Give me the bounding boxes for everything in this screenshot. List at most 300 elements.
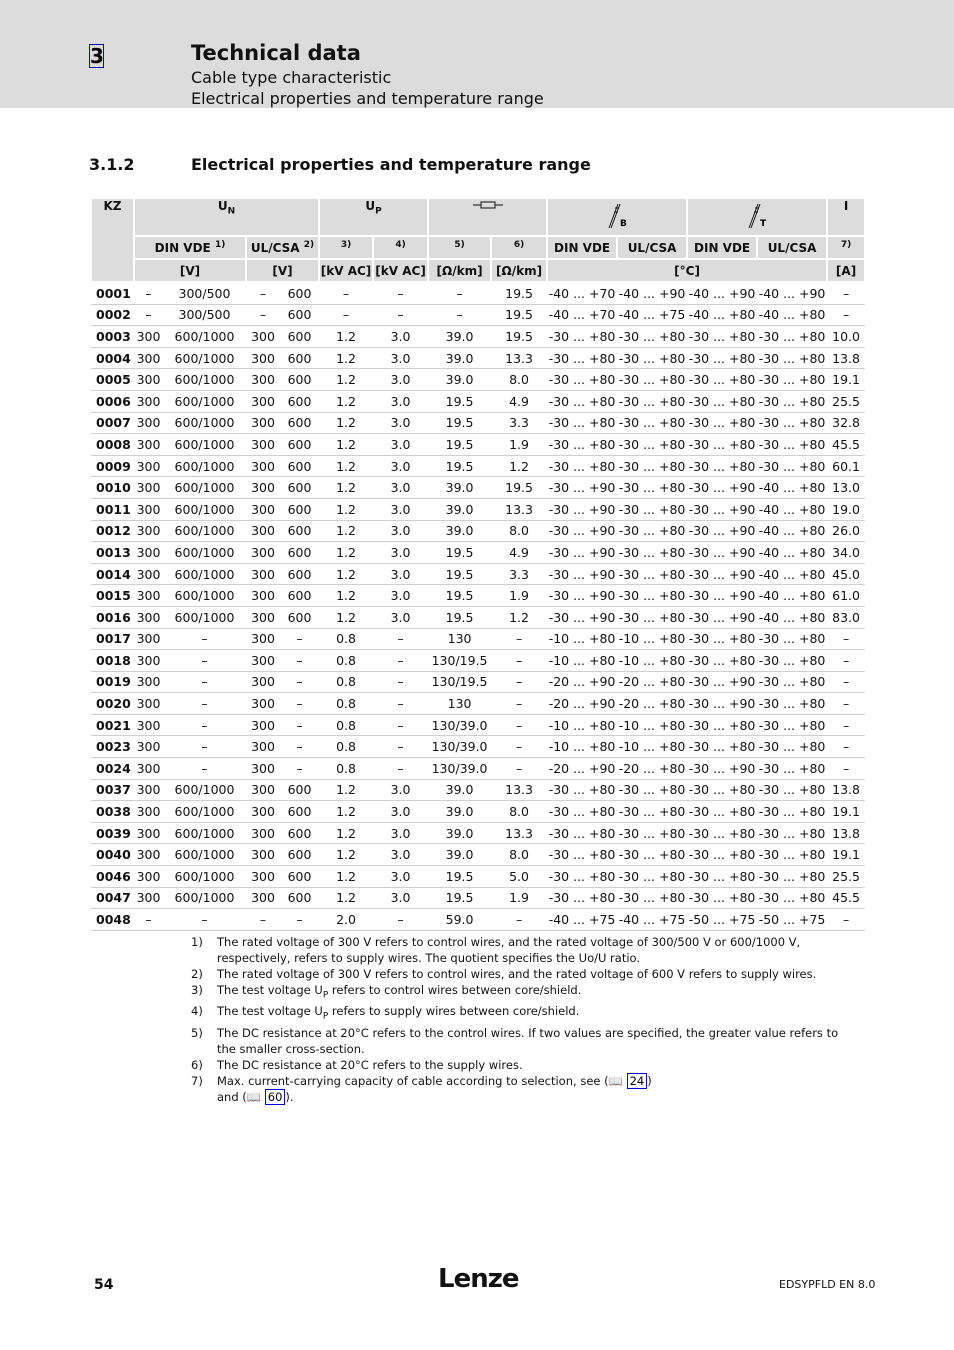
table-cell: 3.3 bbox=[491, 412, 547, 434]
table-cell: 39.0 bbox=[428, 498, 491, 520]
table-cell: -30 ... +80 bbox=[617, 412, 687, 434]
table-cell: 13.8 bbox=[827, 347, 865, 369]
table-cell: -40 ... +90 bbox=[687, 282, 757, 304]
table-cell: – bbox=[827, 628, 865, 650]
table-cell: 300 bbox=[134, 758, 163, 780]
table-cell: -30 ... +80 bbox=[687, 650, 757, 672]
table-cell: – bbox=[163, 736, 246, 758]
unit-degc: [°C] bbox=[547, 259, 827, 282]
table-cell: 300 bbox=[246, 714, 280, 736]
unit-kvac-2: [kV AC] bbox=[373, 259, 428, 282]
temperature-b-icon bbox=[547, 198, 687, 236]
table-cell: -30 ... +90 bbox=[547, 477, 617, 499]
table-cell: -10 ... +80 bbox=[617, 650, 687, 672]
table-cell: 300 bbox=[134, 455, 163, 477]
table-cell: 130/39.0 bbox=[428, 714, 491, 736]
table-cell: 300 bbox=[134, 585, 163, 607]
table-cell: 300 bbox=[134, 714, 163, 736]
table-cell: -30 ... +80 bbox=[757, 779, 827, 801]
table-cell: 300 bbox=[134, 779, 163, 801]
table-cell: -30 ... +80 bbox=[547, 866, 617, 888]
table-row bbox=[91, 801, 865, 823]
table-cell: – bbox=[491, 714, 547, 736]
table-cell: -30 ... +90 bbox=[687, 693, 757, 715]
row-kz-cell: 0006 bbox=[91, 390, 134, 412]
col-kz-header: KZ bbox=[91, 198, 134, 282]
table-row bbox=[91, 434, 865, 456]
table-cell: – bbox=[280, 909, 319, 931]
table-cell: -30 ... +80 bbox=[547, 844, 617, 866]
table-cell: 1.2 bbox=[319, 434, 373, 456]
table-cell: 300 bbox=[134, 369, 163, 391]
table-cell: 600 bbox=[280, 282, 319, 304]
table-cell: -30 ... +80 bbox=[547, 455, 617, 477]
table-cell: 3.0 bbox=[373, 477, 428, 499]
fn4-header: 4) bbox=[373, 236, 428, 259]
table-cell: 19.5 bbox=[428, 606, 491, 628]
table-cell: 600/1000 bbox=[163, 779, 246, 801]
table-cell: -30 ... +80 bbox=[617, 801, 687, 823]
table-cell: 600/1000 bbox=[163, 606, 246, 628]
table-cell: -30 ... +80 bbox=[757, 801, 827, 823]
table-cell: 600 bbox=[280, 822, 319, 844]
table-cell: 300 bbox=[246, 844, 280, 866]
table-cell: 0.8 bbox=[319, 650, 373, 672]
table-cell: 2.0 bbox=[319, 909, 373, 931]
table-cell: 300 bbox=[246, 477, 280, 499]
table-cell: 300 bbox=[246, 347, 280, 369]
table-cell: 600 bbox=[280, 304, 319, 326]
table-row bbox=[91, 606, 865, 628]
table-cell: 300 bbox=[246, 498, 280, 520]
table-cell: – bbox=[428, 304, 491, 326]
table-cell: 3.0 bbox=[373, 412, 428, 434]
fn6-header: 6) bbox=[491, 236, 547, 259]
table-cell: – bbox=[163, 671, 246, 693]
table-cell: 0.8 bbox=[319, 736, 373, 758]
table-cell: -30 ... +80 bbox=[617, 390, 687, 412]
table-cell: -30 ... +90 bbox=[547, 585, 617, 607]
table-cell: -30 ... +80 bbox=[757, 650, 827, 672]
table-cell: 600/1000 bbox=[163, 801, 246, 823]
row-kz-cell: 0012 bbox=[91, 520, 134, 542]
table-cell: 300 bbox=[246, 779, 280, 801]
table-cell: 13.3 bbox=[491, 498, 547, 520]
table-cell: -30 ... +80 bbox=[757, 628, 827, 650]
table-row bbox=[91, 671, 865, 693]
table-cell: 1.2 bbox=[491, 606, 547, 628]
table-cell: -20 ... +80 bbox=[617, 758, 687, 780]
table-cell: – bbox=[280, 671, 319, 693]
table-cell: -30 ... +80 bbox=[617, 542, 687, 564]
tt-din-vde-header: DIN VDE bbox=[687, 236, 757, 259]
table-cell: – bbox=[827, 693, 865, 715]
table-cell: 600 bbox=[280, 498, 319, 520]
table-cell: – bbox=[491, 671, 547, 693]
table-cell: – bbox=[163, 909, 246, 931]
table-cell: 600 bbox=[280, 455, 319, 477]
table-cell: – bbox=[163, 758, 246, 780]
row-kz-cell: 0010 bbox=[91, 477, 134, 499]
table-cell: -40 ... +75 bbox=[547, 909, 617, 931]
table-cell: 300 bbox=[134, 736, 163, 758]
table-cell: – bbox=[373, 758, 428, 780]
table-cell: 300 bbox=[246, 326, 280, 348]
table-cell: -30 ... +80 bbox=[757, 412, 827, 434]
table-cell: -30 ... +80 bbox=[757, 844, 827, 866]
table-cell: 1.2 bbox=[319, 542, 373, 564]
footnote-4: 4) The test voltage $U_P$ refers to supply wires between core/shield. bbox=[191, 1004, 580, 1022]
row-kz-cell: 0023 bbox=[91, 736, 134, 758]
section-number: 3.1.2 bbox=[89, 155, 135, 174]
table-cell: – bbox=[491, 650, 547, 672]
table-cell: 300 bbox=[246, 822, 280, 844]
table-cell: 3.0 bbox=[373, 822, 428, 844]
table-cell: 61.0 bbox=[827, 585, 865, 607]
table-cell: -30 ... +80 bbox=[687, 844, 757, 866]
table-cell: 600/1000 bbox=[163, 542, 246, 564]
table-cell: – bbox=[491, 736, 547, 758]
table-row bbox=[91, 693, 865, 715]
table-cell: -30 ... +90 bbox=[547, 606, 617, 628]
table-cell: 1.9 bbox=[491, 585, 547, 607]
footnote-3: 3) The test voltage $U_P$ refers to control wires between core/shield. bbox=[191, 983, 582, 1001]
table-cell: -20 ... +80 bbox=[617, 693, 687, 715]
table-cell: 19.5 bbox=[428, 542, 491, 564]
table-cell: 3.0 bbox=[373, 455, 428, 477]
table-row bbox=[91, 887, 865, 909]
table-cell: -30 ... +90 bbox=[687, 606, 757, 628]
table-cell: – bbox=[163, 714, 246, 736]
table-cell: -20 ... +90 bbox=[547, 693, 617, 715]
table-cell: – bbox=[491, 628, 547, 650]
col-i-header: I bbox=[827, 198, 865, 236]
unit-ohm-1: [Ω/km] bbox=[428, 259, 491, 282]
table-cell: -40 ... +90 bbox=[757, 282, 827, 304]
table-cell: 13.8 bbox=[827, 779, 865, 801]
row-kz-cell: 0009 bbox=[91, 455, 134, 477]
table-row bbox=[91, 736, 865, 758]
table-cell: -30 ... +80 bbox=[687, 455, 757, 477]
table-row bbox=[91, 650, 865, 672]
table-cell: 39.0 bbox=[428, 520, 491, 542]
table-cell: 300 bbox=[134, 390, 163, 412]
unit-kvac-1: [kV AC] bbox=[319, 259, 373, 282]
table-cell: 300/500 bbox=[163, 282, 246, 304]
table-cell: 10.0 bbox=[827, 326, 865, 348]
table-cell: 1.2 bbox=[319, 585, 373, 607]
table-cell: – bbox=[280, 628, 319, 650]
table-cell: – bbox=[280, 758, 319, 780]
tb-ul-csa-header: UL/CSA bbox=[617, 236, 687, 259]
table-cell: 4.9 bbox=[491, 542, 547, 564]
table-cell: -30 ... +80 bbox=[547, 347, 617, 369]
table-cell: 300 bbox=[134, 477, 163, 499]
table-cell: – bbox=[134, 282, 163, 304]
table-cell: 130/39.0 bbox=[428, 736, 491, 758]
table-cell: -30 ... +80 bbox=[617, 779, 687, 801]
table-cell: -30 ... +80 bbox=[687, 412, 757, 434]
page-ref-24-link[interactable]: 24 bbox=[627, 1073, 648, 1089]
table-row bbox=[91, 822, 865, 844]
table-cell: 3.0 bbox=[373, 390, 428, 412]
table-cell: -30 ... +90 bbox=[687, 585, 757, 607]
table-cell: 1.2 bbox=[319, 412, 373, 434]
table-cell: 600 bbox=[280, 887, 319, 909]
table-cell: 600 bbox=[280, 347, 319, 369]
table-cell: 19.5 bbox=[428, 866, 491, 888]
table-cell: -30 ... +80 bbox=[687, 369, 757, 391]
table-cell: -20 ... +90 bbox=[547, 671, 617, 693]
table-cell: – bbox=[428, 282, 491, 304]
table-cell: 59.0 bbox=[428, 909, 491, 931]
table-cell: 1.2 bbox=[319, 779, 373, 801]
table-cell: -30 ... +80 bbox=[547, 390, 617, 412]
table-cell: 8.0 bbox=[491, 520, 547, 542]
table-cell: -30 ... +80 bbox=[617, 563, 687, 585]
table-cell: -30 ... +80 bbox=[617, 866, 687, 888]
table-cell: – bbox=[134, 304, 163, 326]
row-kz-cell: 0007 bbox=[91, 412, 134, 434]
table-cell: 45.0 bbox=[827, 563, 865, 585]
table-cell: -40 ... +80 bbox=[757, 520, 827, 542]
table-cell: 600 bbox=[280, 866, 319, 888]
table-cell: -30 ... +80 bbox=[757, 326, 827, 348]
row-kz-cell: 0017 bbox=[91, 628, 134, 650]
table-row bbox=[91, 455, 865, 477]
temperature-t-icon bbox=[687, 198, 827, 236]
table-cell: 32.8 bbox=[827, 412, 865, 434]
table-cell: 600/1000 bbox=[163, 412, 246, 434]
table-cell: 39.0 bbox=[428, 477, 491, 499]
table-cell: 300 bbox=[134, 434, 163, 456]
table-cell: -40 ... +70 bbox=[547, 304, 617, 326]
table-cell: – bbox=[827, 650, 865, 672]
table-cell: 600/1000 bbox=[163, 822, 246, 844]
page-ref-60-link[interactable]: 60 bbox=[265, 1089, 286, 1105]
table-cell: 8.0 bbox=[491, 801, 547, 823]
table-cell: 0.8 bbox=[319, 628, 373, 650]
table-cell: – bbox=[163, 693, 246, 715]
fn5-header: 5) bbox=[428, 236, 491, 259]
table-cell: 0.8 bbox=[319, 671, 373, 693]
table-cell: 19.5 bbox=[428, 455, 491, 477]
table-cell: 1.2 bbox=[319, 369, 373, 391]
table-cell: -10 ... +80 bbox=[617, 736, 687, 758]
table-cell: -30 ... +80 bbox=[617, 498, 687, 520]
table-cell: 300 bbox=[246, 628, 280, 650]
header-subtitle-1: Cable type characteristic bbox=[191, 68, 392, 87]
table-cell: 130 bbox=[428, 693, 491, 715]
table-cell: 300 bbox=[134, 866, 163, 888]
table-cell: 300 bbox=[246, 390, 280, 412]
table-cell: -30 ... +90 bbox=[687, 520, 757, 542]
row-kz-cell: 0019 bbox=[91, 671, 134, 693]
table-cell: 130/19.5 bbox=[428, 671, 491, 693]
table-cell: -30 ... +80 bbox=[687, 390, 757, 412]
table-cell: 300 bbox=[134, 347, 163, 369]
table-cell: 300 bbox=[246, 866, 280, 888]
table-cell: 39.0 bbox=[428, 369, 491, 391]
table-cell: -40 ... +90 bbox=[617, 282, 687, 304]
table-cell: -30 ... +80 bbox=[617, 455, 687, 477]
book-icon: 📖 bbox=[608, 1073, 623, 1088]
table-row bbox=[91, 304, 865, 326]
table-body bbox=[91, 282, 865, 930]
table-cell: 300 bbox=[134, 412, 163, 434]
table-cell: -30 ... +80 bbox=[547, 887, 617, 909]
table-cell: 13.3 bbox=[491, 779, 547, 801]
table-cell: -30 ... +80 bbox=[757, 866, 827, 888]
table-cell: 600/1000 bbox=[163, 477, 246, 499]
table-cell: 300 bbox=[246, 758, 280, 780]
table-cell: 3.0 bbox=[373, 542, 428, 564]
table-cell: 39.0 bbox=[428, 326, 491, 348]
table-cell: 1.2 bbox=[319, 563, 373, 585]
un-ul-csa-header: UL/CSA $^{2)}$ bbox=[246, 236, 319, 259]
table-cell: 300/500 bbox=[163, 304, 246, 326]
table-cell: 300 bbox=[134, 693, 163, 715]
table-cell: – bbox=[827, 909, 865, 931]
unit-v-1: [V] bbox=[134, 259, 246, 282]
table-cell: – bbox=[491, 693, 547, 715]
table-cell: 600 bbox=[280, 563, 319, 585]
table-cell: -30 ... +80 bbox=[757, 671, 827, 693]
table-cell: 600 bbox=[280, 326, 319, 348]
table-cell: -30 ... +80 bbox=[617, 844, 687, 866]
table-cell: 13.8 bbox=[827, 822, 865, 844]
table-cell: 600/1000 bbox=[163, 369, 246, 391]
table-cell: – bbox=[827, 736, 865, 758]
table-cell: -40 ... +80 bbox=[757, 304, 827, 326]
table-cell: 1.2 bbox=[319, 844, 373, 866]
table-cell: -40 ... +80 bbox=[757, 585, 827, 607]
row-kz-cell: 0001 bbox=[91, 282, 134, 304]
table-cell: 19.5 bbox=[428, 434, 491, 456]
table-cell: 45.5 bbox=[827, 887, 865, 909]
table-row bbox=[91, 909, 865, 931]
table-cell: 1.9 bbox=[491, 887, 547, 909]
table-cell: 1.2 bbox=[319, 606, 373, 628]
row-kz-cell: 0040 bbox=[91, 844, 134, 866]
row-kz-cell: 0018 bbox=[91, 650, 134, 672]
table-cell: -30 ... +80 bbox=[757, 434, 827, 456]
table-row bbox=[91, 369, 865, 391]
table-cell: 25.5 bbox=[827, 866, 865, 888]
table-cell: – bbox=[163, 650, 246, 672]
table-cell: 39.0 bbox=[428, 779, 491, 801]
fn3-header: 3) bbox=[319, 236, 373, 259]
table-cell: 300 bbox=[134, 822, 163, 844]
table-cell: -30 ... +80 bbox=[757, 347, 827, 369]
row-kz-cell: 0024 bbox=[91, 758, 134, 780]
table-cell: -30 ... +80 bbox=[617, 326, 687, 348]
table-cell: -30 ... +80 bbox=[687, 822, 757, 844]
table-cell: – bbox=[246, 304, 280, 326]
table-cell: -30 ... +80 bbox=[547, 434, 617, 456]
table-cell: – bbox=[373, 736, 428, 758]
table-row bbox=[91, 412, 865, 434]
chapter-number-link[interactable]: 3 bbox=[90, 44, 104, 68]
col-up-header: $U_P$ bbox=[319, 198, 428, 236]
table-row bbox=[91, 347, 865, 369]
table-cell: 19.5 bbox=[491, 477, 547, 499]
row-kz-cell: 0015 bbox=[91, 585, 134, 607]
book-icon: 📖 bbox=[246, 1089, 262, 1104]
table-cell: -30 ... +90 bbox=[687, 477, 757, 499]
table-cell: -30 ... +80 bbox=[757, 390, 827, 412]
table-cell: -30 ... +80 bbox=[617, 369, 687, 391]
table-cell: -40 ... +80 bbox=[757, 606, 827, 628]
table-cell: -30 ... +80 bbox=[617, 585, 687, 607]
table-cell: – bbox=[163, 628, 246, 650]
table-cell: -30 ... +80 bbox=[547, 822, 617, 844]
table-cell: 39.0 bbox=[428, 844, 491, 866]
table-cell: 3.0 bbox=[373, 887, 428, 909]
table-cell: – bbox=[373, 714, 428, 736]
table-row bbox=[91, 282, 865, 304]
table-cell: 300 bbox=[246, 412, 280, 434]
table-cell: -30 ... +90 bbox=[687, 758, 757, 780]
table-cell: -30 ... +80 bbox=[617, 887, 687, 909]
table-cell: 300 bbox=[134, 326, 163, 348]
table-cell: 19.5 bbox=[428, 390, 491, 412]
table-row bbox=[91, 498, 865, 520]
table-cell: -10 ... +80 bbox=[547, 736, 617, 758]
table-cell: 1.9 bbox=[491, 434, 547, 456]
table-cell: -30 ... +90 bbox=[687, 542, 757, 564]
table-cell: 600/1000 bbox=[163, 520, 246, 542]
table-cell: – bbox=[280, 650, 319, 672]
table-cell: 600/1000 bbox=[163, 498, 246, 520]
table-cell: 0.8 bbox=[319, 758, 373, 780]
table-cell: -30 ... +80 bbox=[617, 822, 687, 844]
footnote-6: 6) The DC resistance at 20°C refers to the supply wires. bbox=[191, 1057, 523, 1072]
table-cell: -50 ... +75 bbox=[687, 909, 757, 931]
table-cell: -10 ... +80 bbox=[547, 714, 617, 736]
col-un-header: $U_N$ bbox=[134, 198, 319, 236]
table-cell: 83.0 bbox=[827, 606, 865, 628]
table-cell: -30 ... +80 bbox=[617, 477, 687, 499]
table-cell: -20 ... +90 bbox=[547, 758, 617, 780]
unit-amp: [A] bbox=[827, 259, 865, 282]
row-kz-cell: 0038 bbox=[91, 801, 134, 823]
row-kz-cell: 0016 bbox=[91, 606, 134, 628]
table-cell: 39.0 bbox=[428, 801, 491, 823]
table-cell: 19.5 bbox=[491, 304, 547, 326]
table-cell: – bbox=[373, 282, 428, 304]
table-cell: 13.3 bbox=[491, 347, 547, 369]
table-cell: – bbox=[280, 736, 319, 758]
table-cell: 19.0 bbox=[827, 498, 865, 520]
footnote-2: 2) The rated voltage of 300 V refers to control wires, and the rated voltage of 600 V refers to supply wires. bbox=[191, 967, 817, 981]
table-cell: 600 bbox=[280, 801, 319, 823]
table-cell: 600 bbox=[280, 844, 319, 866]
table-cell: 1.2 bbox=[319, 801, 373, 823]
table-cell: 3.3 bbox=[491, 563, 547, 585]
table-cell: – bbox=[246, 909, 280, 931]
table-cell: – bbox=[246, 282, 280, 304]
table-cell: 300 bbox=[246, 887, 280, 909]
table-cell: – bbox=[373, 671, 428, 693]
table-cell: 600 bbox=[280, 477, 319, 499]
footnote-5: 5) The DC resistance at 20°C refers to the control wires. If two values are specified, the greater value refers to the smaller cross-section. bbox=[191, 1025, 839, 1056]
table-cell: 0.8 bbox=[319, 693, 373, 715]
table-cell: 300 bbox=[246, 585, 280, 607]
table-cell: 600 bbox=[280, 412, 319, 434]
table-cell: -30 ... +80 bbox=[757, 822, 827, 844]
table-cell: -30 ... +90 bbox=[687, 563, 757, 585]
